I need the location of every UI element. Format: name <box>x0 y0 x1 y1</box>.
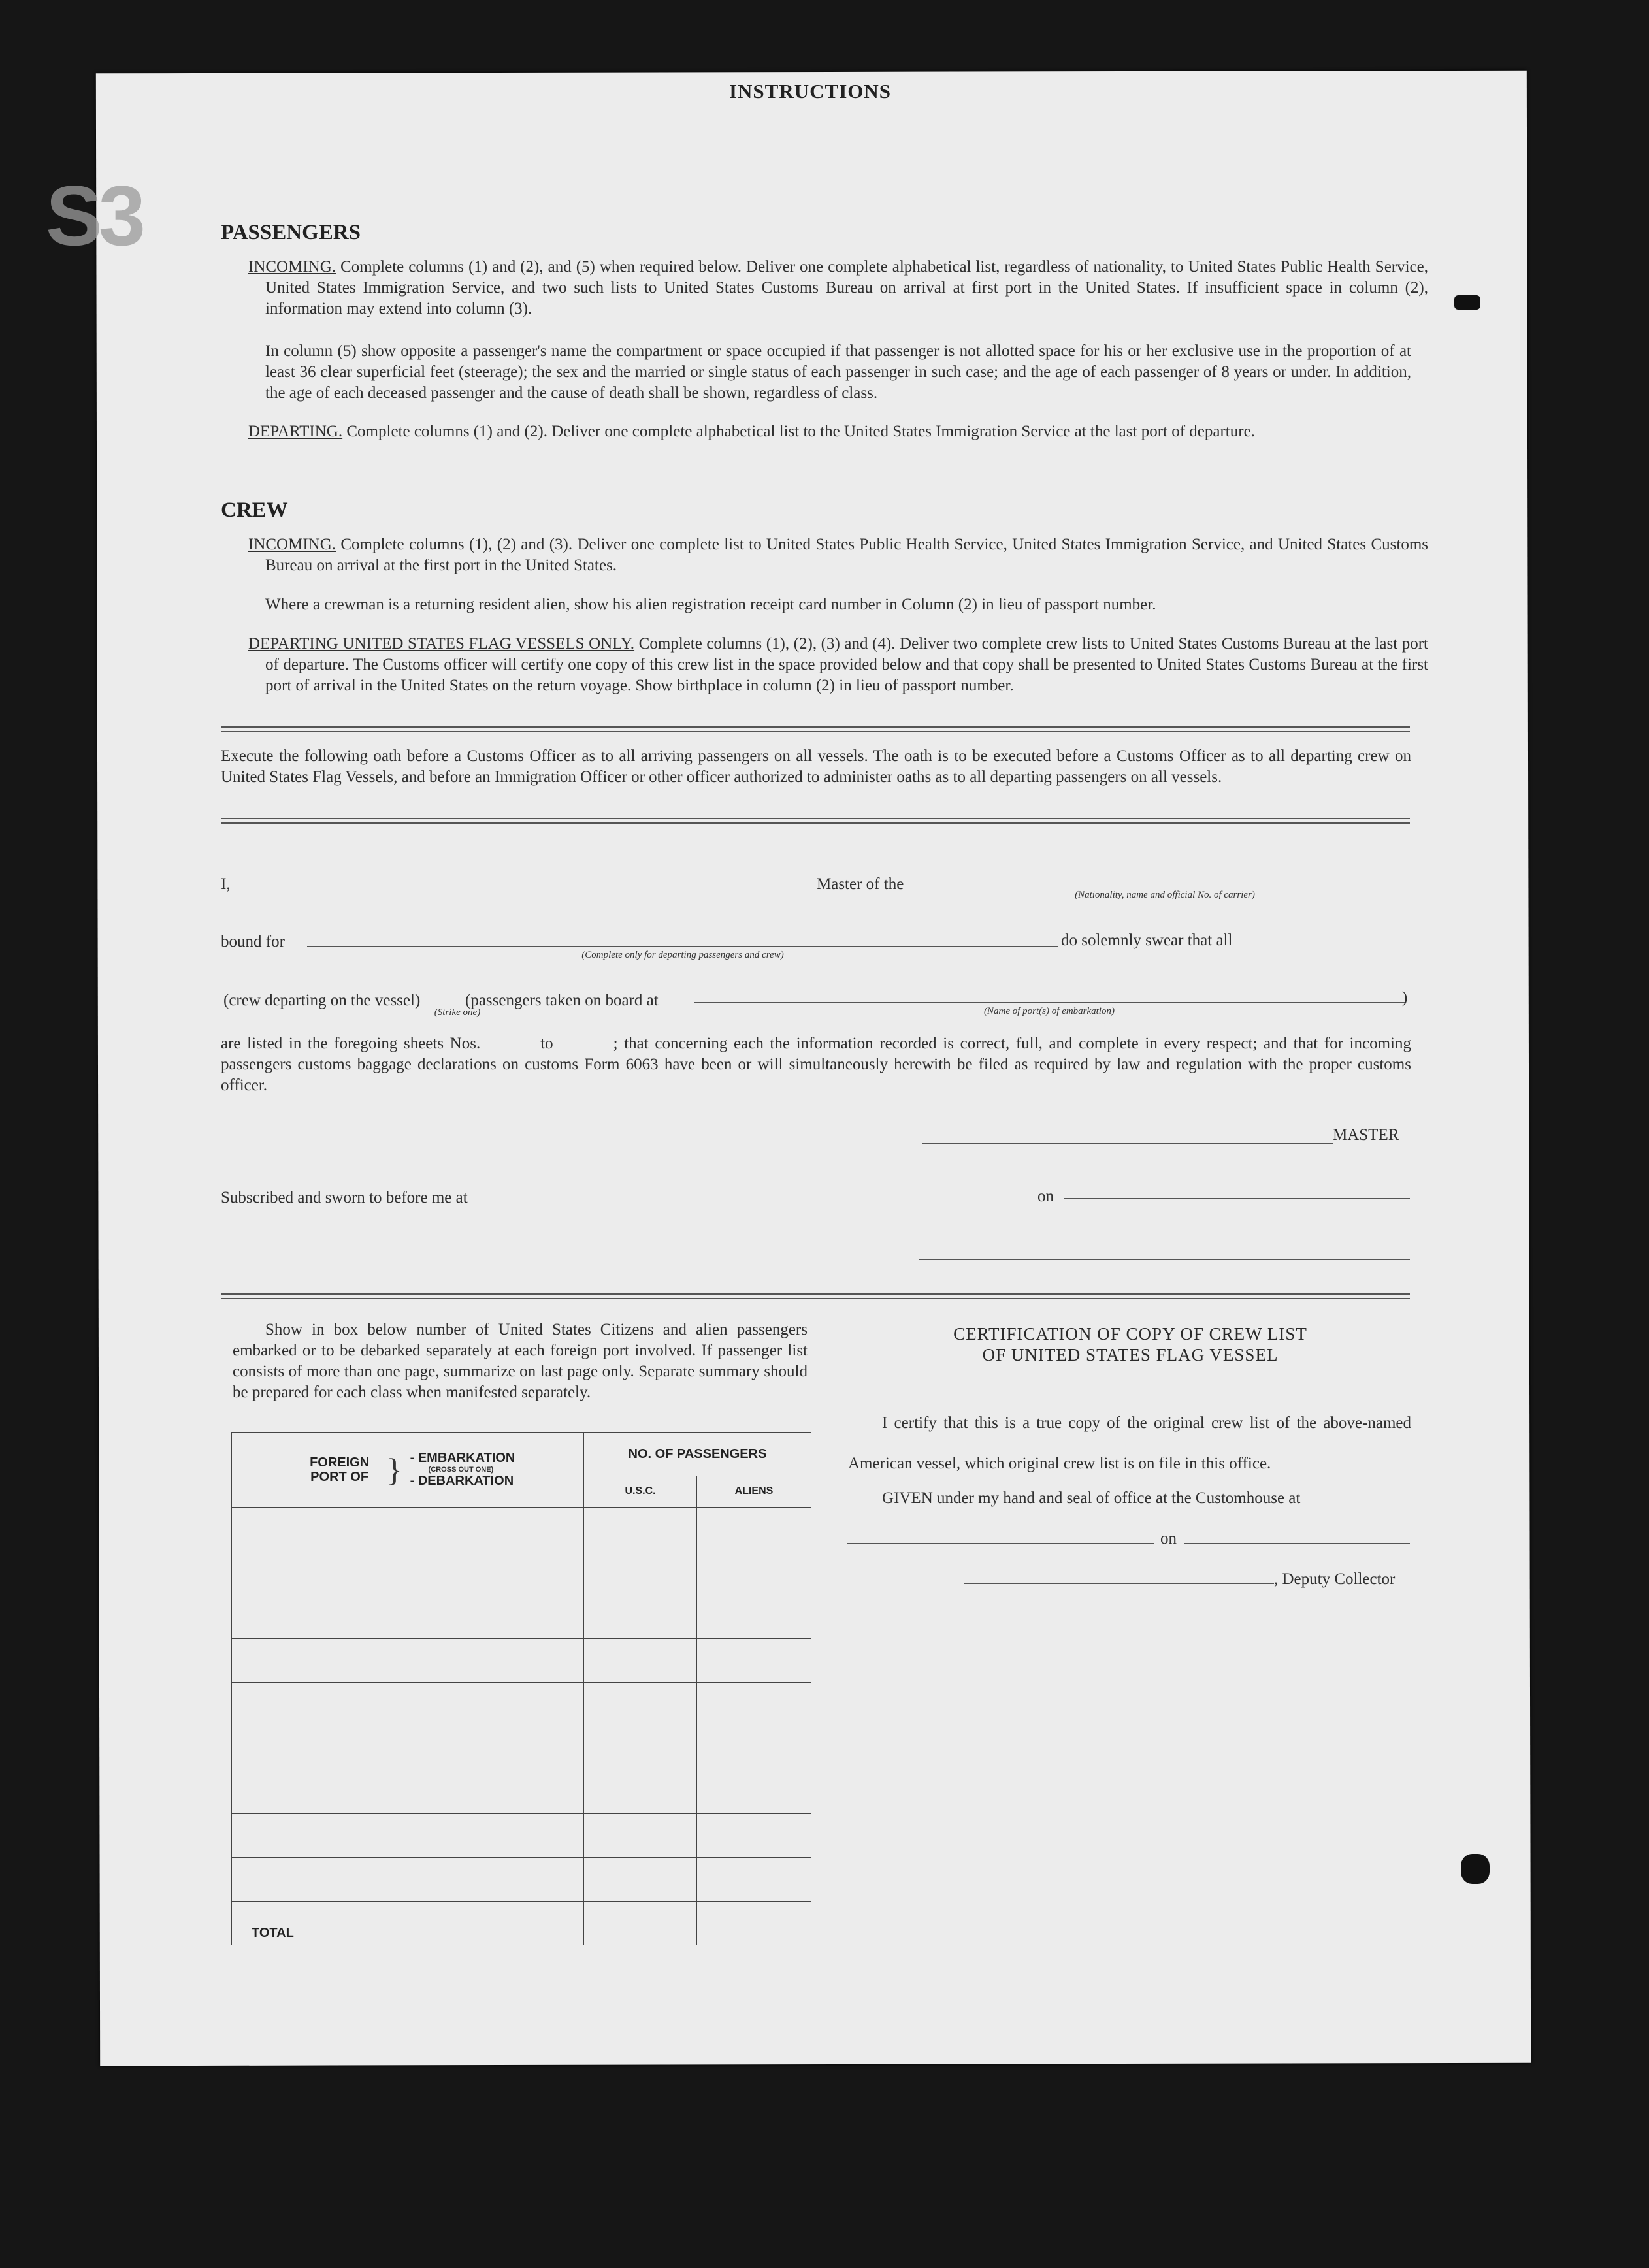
crew-incoming-paragraph <box>248 534 1428 576</box>
no-of-passengers-header: NO. OF PASSENGERS <box>584 1433 811 1476</box>
usc-cell[interactable] <box>584 1507 697 1551</box>
port-cell[interactable] <box>232 1726 584 1770</box>
usc-cell[interactable] <box>584 1726 697 1770</box>
usc-cell[interactable] <box>584 1682 697 1726</box>
certification-title-line2: OF UNITED STATES FLAG VESSEL <box>982 1345 1279 1365</box>
aliens-cell[interactable] <box>697 1813 811 1857</box>
stamp-mark: S3 <box>46 168 142 263</box>
passengers-departing-label: DEPARTING. <box>248 423 343 440</box>
passengers-departing-text: Complete columns (1) and (2). Deliver one complete alphabetical list to the United States Immigration Service at the last port of departure. <box>342 423 1255 440</box>
crew-departing-option: (crew departing on the vessel) <box>223 992 421 1009</box>
crew-heading: CREW <box>221 498 288 522</box>
port-cell[interactable] <box>232 1857 584 1901</box>
usc-cell[interactable] <box>584 1813 697 1857</box>
crew-incoming-label: INCOMING. <box>248 536 336 553</box>
divider <box>221 1293 1410 1299</box>
passengers-incoming-paragraph <box>248 257 1428 319</box>
deputy-collector-label: , Deputy Collector <box>1274 1570 1396 1588</box>
page-title: INSTRUCTIONS <box>728 80 891 103</box>
carrier-note: (Nationality, name and official No. of carrier) <box>1075 890 1255 900</box>
brace-icon: } <box>386 1451 402 1488</box>
usc-cell[interactable] <box>584 1551 697 1595</box>
passengers-heading: PASSENGERS <box>221 221 361 244</box>
certify-text: I certify that this is a true copy of the original crew list of the above-named American vessel, which original crew list is on file in this office. <box>848 1414 1411 1472</box>
master-of-the-label: Master of the <box>817 875 904 893</box>
master-label: MASTER <box>1333 1126 1399 1144</box>
aliens-cell[interactable] <box>697 1682 811 1726</box>
ink-blot <box>1461 1854 1490 1884</box>
oath-listed-paragraph <box>221 1033 1411 1096</box>
solemnly-swear-text: do solemnly swear that all <box>1061 932 1233 949</box>
usc-cell[interactable] <box>584 1770 697 1813</box>
bound-for-note: (Complete only for departing passengers and crew) <box>581 950 784 960</box>
port-cell[interactable] <box>232 1770 584 1813</box>
aliens-cell[interactable] <box>697 1638 811 1682</box>
passengers-column5-paragraph: In column (5) show opposite a passenger's name the compartment or space occupied if that passenger is not allotted space for his or her exclusive use in the proportion of at least 36 clear superficial feet (steerage); the sex and the married or single status of each passenger in such case; and the age of each passenger of 8 years or under. In addition, the age of each deceased passenger and the cause of death shall be shown, regardless of class. <box>265 342 1411 402</box>
embarkation-label: - EMBARKATION <box>410 1450 515 1465</box>
crew-departing-label: DEPARTING UNITED STATES FLAG VESSELS ONLY. <box>248 635 635 653</box>
listed-text-a: are listed in the foregoing sheets Nos. <box>221 1035 481 1052</box>
crew-returning-paragraph: Where a crewman is a returning resident alien, show his alien registration receipt card number in Column (2) in lieu of passport number. <box>265 596 1156 613</box>
aliens-cell[interactable] <box>697 1857 811 1901</box>
passenger-summary-table <box>231 1432 811 1945</box>
given-date-field[interactable] <box>1184 1543 1410 1544</box>
summary-instructions: Show in box below number of United States Citizens and alien passengers embarked or to be debarked separately at each foreign port involved. If passenger list consists of more than one page, summarize on last page only. Separate summary should be prepared for each class when manifested separately. <box>233 1321 808 1401</box>
port-note: (Name of port(s) of embarkation) <box>984 1006 1115 1016</box>
port-cell[interactable] <box>232 1595 584 1638</box>
listed-text-b: ; that concerning each the information recorded is correct, full, and complete in every respect; and that for incoming passengers customs baggage declarations on customs Form 6063 have been or will simultaneously herewith be filed as required by law and regulation with the proper customs officer. <box>221 1035 1411 1094</box>
aliens-cell[interactable] <box>697 1770 811 1813</box>
cross-out-one-note: (CROSS OUT ONE) <box>428 1465 494 1474</box>
passengers-departing-paragraph <box>248 421 1428 442</box>
officer-signature-field[interactable] <box>919 1259 1410 1260</box>
divider <box>221 818 1410 824</box>
total-label: TOTAL <box>252 1926 294 1940</box>
crew-departing-text: Complete columns (1), (2), (3) and (4). Deliver two complete crew lists to United States Customs Bureau at the last port of departure. The Customs officer will certify one copy of this crew list in the space provided below and that copy shall be presented to United States Customs Bureau at the first port of arrival in the United States on the return voyage. Show birthplace in column (2) in lieu of passport number. <box>265 635 1428 694</box>
port-header-cell <box>232 1433 584 1508</box>
usc-cell[interactable] <box>584 1638 697 1682</box>
given-on-label: on <box>1160 1530 1177 1547</box>
usc-cell[interactable] <box>584 1857 697 1901</box>
usc-total-cell[interactable] <box>584 1901 697 1945</box>
ink-blot <box>1454 295 1480 310</box>
port-cell[interactable] <box>232 1682 584 1726</box>
crew-departing-paragraph <box>248 634 1428 696</box>
port-of-embarkation-field[interactable] <box>694 1002 1405 1003</box>
aliens-cell[interactable] <box>697 1507 811 1551</box>
given-text: GIVEN under my hand and seal of office at the Customhouse at <box>882 1489 1301 1507</box>
deputy-collector-signature-field[interactable] <box>964 1583 1274 1584</box>
port-cell[interactable] <box>232 1551 584 1595</box>
aliens-header: ALIENS <box>697 1476 811 1508</box>
bound-for-field[interactable] <box>307 946 1058 947</box>
passengers-incoming-text: Complete columns (1) and (2), and (5) when required below. Deliver one complete alphabetical list, regardless of nationality, to United States Public Health Service, United States Immigration Service, and two such lists to United States Customs Bureau on arrival at first port in the United States. If insufficient space in column (2), information may extend into column (3). <box>265 258 1428 317</box>
port-cell[interactable] <box>232 1813 584 1857</box>
oath-i-label: I, <box>221 875 231 893</box>
bound-for-label: bound for <box>221 933 285 950</box>
usc-header: U.S.C. <box>584 1476 697 1508</box>
aliens-cell[interactable] <box>697 1551 811 1595</box>
subscribed-on-label: on <box>1037 1188 1054 1205</box>
certification-title-line1: CERTIFICATION OF COPY OF CREW LIST <box>953 1324 1307 1344</box>
aliens-total-cell[interactable] <box>697 1901 811 1945</box>
divider <box>221 726 1410 732</box>
passengers-taken-option: (passengers taken on board at <box>465 992 659 1009</box>
debarkation-label: - DEBARKATION <box>410 1473 514 1488</box>
customhouse-field[interactable] <box>847 1543 1154 1544</box>
certification-title <box>849 1323 1411 1365</box>
total-cell <box>232 1901 584 1945</box>
aliens-cell[interactable] <box>697 1595 811 1638</box>
passengers-incoming-label: INCOMING. <box>248 258 336 276</box>
subscribed-date-field[interactable] <box>1064 1198 1410 1199</box>
foreign-port-of-label: FOREIGN PORT OF <box>310 1455 370 1484</box>
aliens-cell[interactable] <box>697 1726 811 1770</box>
oath-intro: Execute the following oath before a Customs Officer as to all arriving passengers on all vessels. The oath is to be executed before a Customs Officer as to all departing crew on United States Flag Vessels, and before an Immigration Officer or other officer authorized to administer oaths as to all departing passengers on all vessels. <box>221 747 1411 786</box>
subscribed-label: Subscribed and sworn to before me at <box>221 1189 468 1207</box>
strike-one-note: (Strike one) <box>434 1007 481 1018</box>
port-cell[interactable] <box>232 1638 584 1682</box>
crew-incoming-text: Complete columns (1), (2) and (3). Deliver one complete list to United States Public Health Service, United States Immigration Service, and United States Customs Bureau on arrival at the first port in the United States. <box>265 536 1428 574</box>
master-signature-field[interactable] <box>922 1143 1333 1144</box>
port-cell[interactable] <box>232 1507 584 1551</box>
listed-to: to <box>540 1035 553 1052</box>
close-paren: ) <box>1402 989 1408 1007</box>
usc-cell[interactable] <box>584 1595 697 1638</box>
